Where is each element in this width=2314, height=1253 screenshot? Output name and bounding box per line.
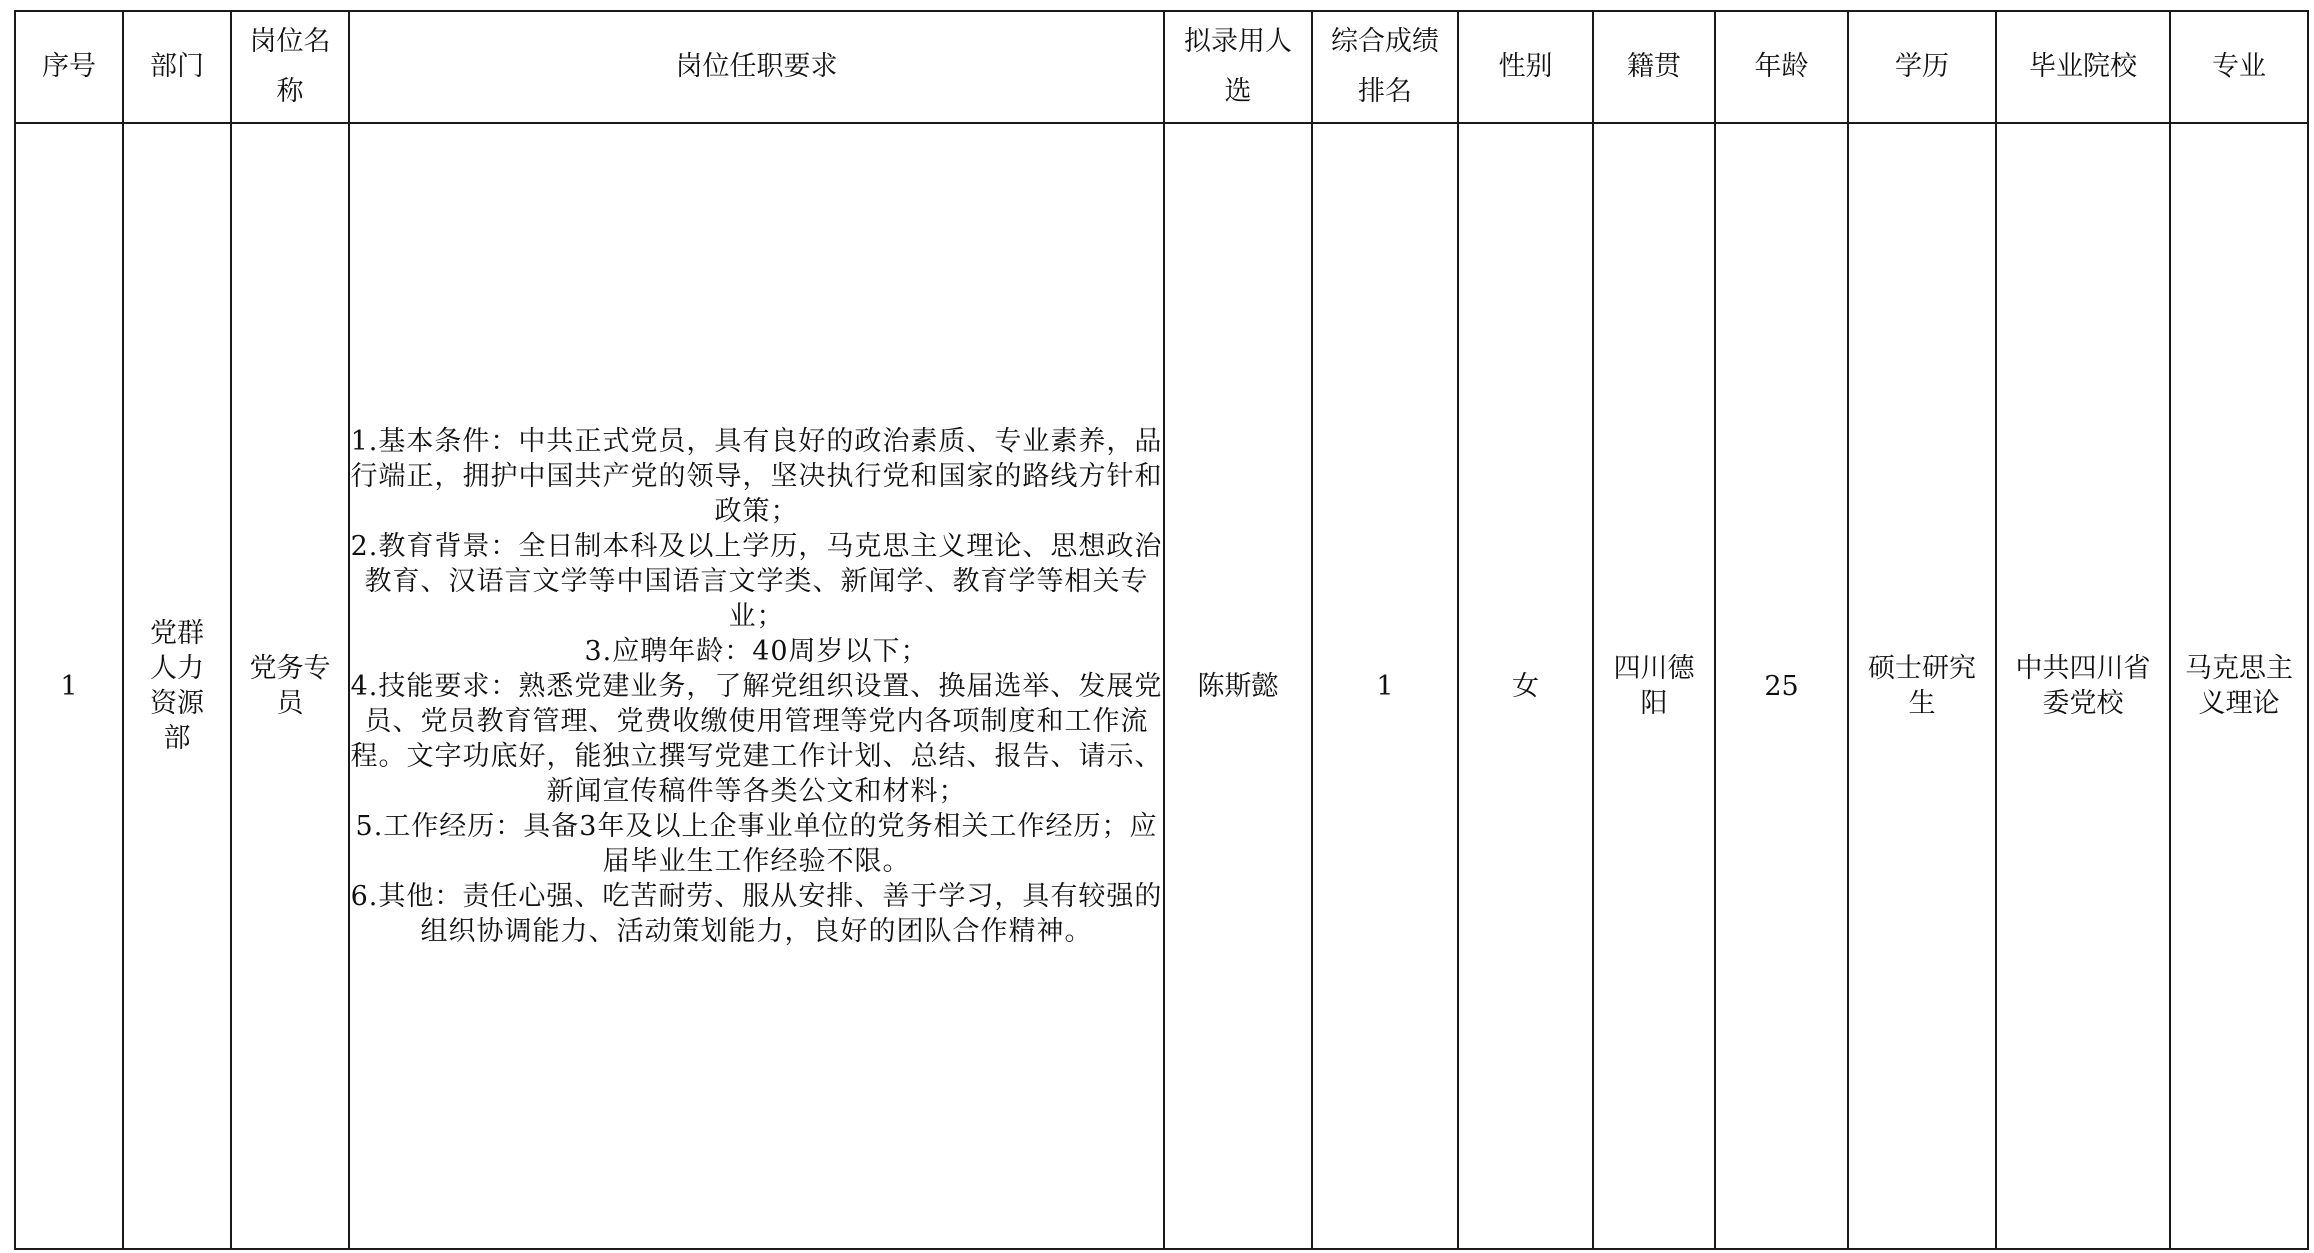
cell-position: 党务专员 [231,123,349,1249]
cell-education: 硕士研究生 [1848,123,1996,1249]
cell-hometown: 四川德阳 [1593,123,1715,1249]
cell-school: 中共四川省委党校 [1996,123,2170,1249]
cell-major: 马克思主义理论 [2170,123,2308,1249]
cell-department: 党群人力资源部 [123,123,231,1249]
cell-candidate: 陈斯懿 [1164,123,1312,1249]
cell-requirements [349,123,1164,1249]
header-education: 学历 [1848,11,1996,123]
header-rank: 综合成绩排名 [1312,11,1458,123]
cell-gender: 女 [1458,123,1593,1249]
table-header-row [15,11,2308,123]
header-department: 部门 [123,11,231,123]
requirement-education: 2.教育背景：全日制本科及以上学历，马克思主义理论、思想政治教育、汉语言文学等中国语言文学类、新闻学、教育学等相关专业； [350,530,1163,632]
requirement-other: 6.其他：责任心强、吃苦耐劳、服从安排、善于学习，具有较强的组织协调能力、活动策划能力，良好的团队合作精神。 [350,880,1163,947]
header-gender: 性别 [1458,11,1593,123]
requirement-skills: 4.技能要求：熟悉党建业务，了解党组织设置、换届选举、发展党员、党员教育管理、党费收缴使用管理等党内各项制度和工作流程。文字功底好，能独立撰写党建工作计划、总结、报告、请示、新闻宣传稿件等各类公文和材料； [350,670,1163,807]
cell-index: 1 [15,123,123,1249]
header-candidate: 拟录用人选 [1164,11,1312,123]
requirement-basic: 1.基本条件：中共正式党员，具有良好的政治素质、专业素养，品行端正，拥护中国共产党的领导，坚决执行党和国家的路线方针和政策； [350,425,1163,527]
header-position: 岗位名称 [231,11,349,123]
header-age: 年龄 [1715,11,1848,123]
candidate-table [14,10,2309,1250]
table-row [15,123,2308,1249]
header-requirements: 岗位任职要求 [349,11,1164,123]
requirement-experience: 5.工作经历：具备3年及以上企事业单位的党务相关工作经历；应届毕业生工作经验不限。 [355,810,1158,877]
header-hometown: 籍贯 [1593,11,1715,123]
header-index: 序号 [15,11,123,123]
cell-age: 25 [1715,123,1848,1249]
header-major: 专业 [2170,11,2308,123]
requirement-age: 3.应聘年龄：40周岁以下； [584,635,929,667]
header-school: 毕业院校 [1996,11,2170,123]
cell-rank: 1 [1312,123,1458,1249]
